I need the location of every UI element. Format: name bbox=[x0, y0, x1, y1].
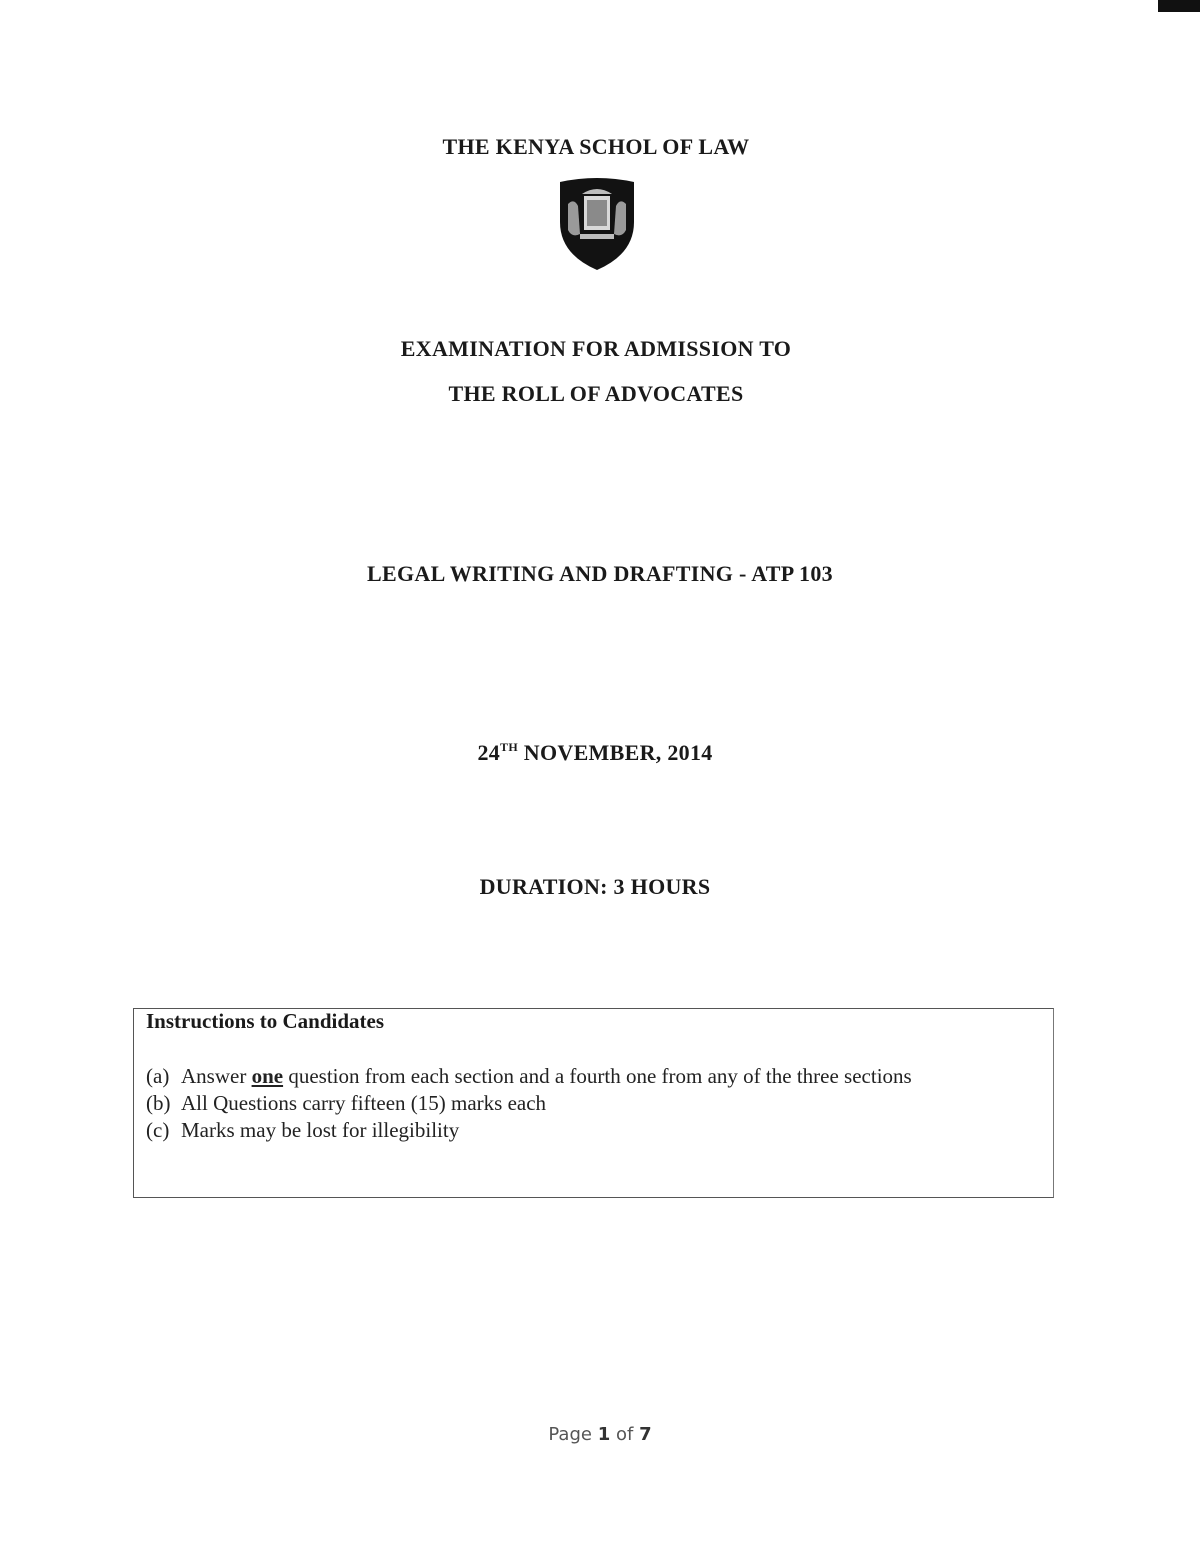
exam-date bbox=[0, 740, 1195, 766]
page-total: 7 bbox=[639, 1424, 652, 1445]
instructions-box bbox=[133, 1008, 1054, 1198]
instruction-item bbox=[146, 1063, 912, 1090]
exam-duration: DURATION: 3 HOURS bbox=[479, 874, 711, 899]
course-title: LEGAL WRITING AND DRAFTING - ATP 103 bbox=[367, 561, 833, 586]
exam-date-suffix: TH bbox=[500, 740, 518, 754]
page-word: Page bbox=[548, 1424, 592, 1445]
instruction-text-after: question from each section and a fourth one from any of the three sections bbox=[283, 1064, 912, 1088]
instructions-heading: Instructions to Candidates bbox=[146, 1009, 385, 1033]
page-current: 1 bbox=[597, 1424, 611, 1445]
instruction-item bbox=[146, 1090, 912, 1117]
school-crest-icon bbox=[554, 176, 640, 272]
exam-title-line1: EXAMINATION FOR ADMISSION TO bbox=[400, 336, 792, 361]
of-word: of bbox=[615, 1424, 634, 1445]
instruction-text-before: Answer bbox=[181, 1064, 252, 1088]
instruction-marker: (b) bbox=[146, 1091, 171, 1115]
scan-corner-mark bbox=[1158, 0, 1200, 12]
instruction-marker: (c) bbox=[146, 1118, 170, 1142]
instruction-list bbox=[146, 1063, 912, 1144]
page-number bbox=[0, 1424, 1200, 1445]
exam-title-line2: THE ROLL OF ADVOCATES bbox=[448, 381, 744, 406]
instruction-marker: (a) bbox=[146, 1064, 170, 1088]
exam-date-rest: NOVEMBER, 2014 bbox=[518, 740, 713, 765]
instruction-emphasis: one bbox=[251, 1064, 284, 1088]
exam-date-day: 24 bbox=[477, 740, 501, 765]
instruction-text: Marks may be lost for illegibility bbox=[181, 1118, 460, 1142]
instruction-item bbox=[146, 1117, 912, 1144]
instruction-text: All Questions carry fifteen (15) marks each bbox=[181, 1091, 547, 1115]
school-name: THE KENYA SCHOL OF LAW bbox=[442, 134, 750, 159]
